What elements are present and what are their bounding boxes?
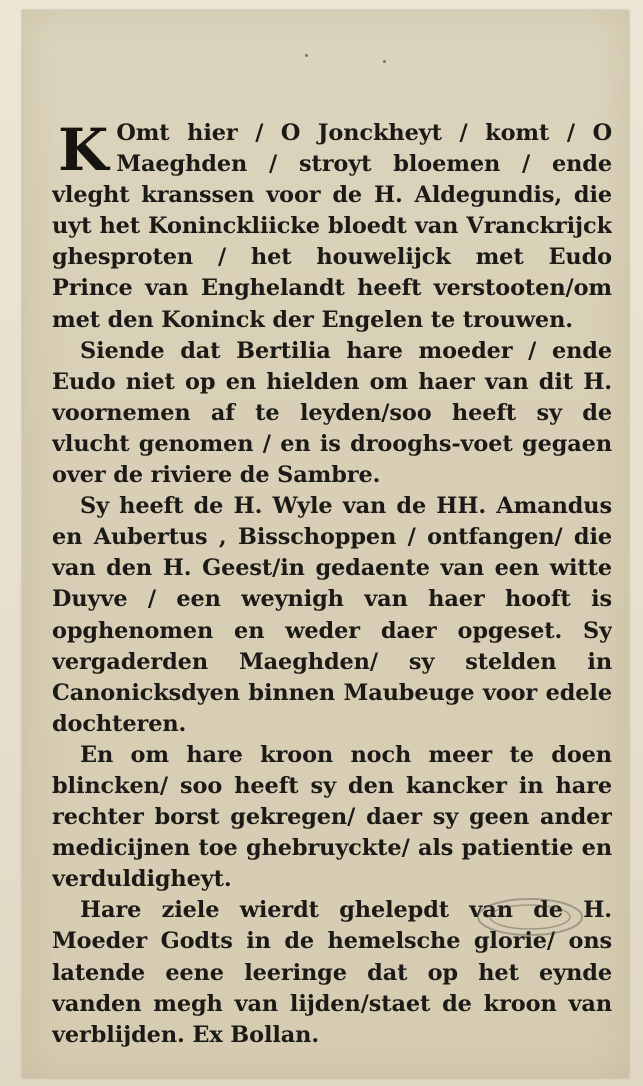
paragraph-5-text: Hare ziele wierdt ghelepdt van de H. Moeder Godts in de hemelsche glorie/ ons latende eene leeringe dat op het eynde vanden megh van lijden/staet de kroon van verblijden. Ex Bollan. bbox=[52, 897, 612, 1048]
paragraph-1 bbox=[52, 118, 612, 336]
paragraph-2-text: Siende dat Bertilia hare moeder / ende Eudo niet op en hielden om haer van dit H. voornemen af te leyden/soo heeft sy de vlucht genomen / en is drooghs-voet gegaen over de riviere de Sambre. bbox=[52, 337, 612, 489]
paper-speck bbox=[383, 60, 386, 63]
paragraph-4 bbox=[52, 740, 612, 895]
drop-cap: K bbox=[58, 118, 109, 184]
paragraph-2 bbox=[52, 336, 612, 491]
faded-ink-stamp bbox=[470, 892, 590, 942]
paragraph-1-text: Omt hier / O Jonckheyt / komt / O Maeghden / stroyt bloemen / ende vleght kranssen voor de H. Aldegundis, die uyt het Koninckliicke bloedt van Vranckrijck ghesproten / het houwelijck met Eudo Prince van Enghelandt heeft verstooten/om met den Koninck der Engelen te trouwen. bbox=[52, 120, 612, 333]
paper-speck bbox=[305, 54, 308, 57]
paragraph-3-text: Sy heeft de H. Wyle van de HH. Amandus en Aubertus , Bisschoppen / ontfangen/ die van den H. Geest/in gedaente van een witte Duyve / een weynigh van haer hooft is opghenomen en weder daer opgeset. Sy vergaderden Maeghden/ sy stelden in Canonicksdyen binnen Maubeuge voor edele dochteren. bbox=[52, 493, 612, 737]
paragraph-4-text: En om hare kroon noch meer te doen blincken/ soo heeft sy den kancker in hare rechter borst gekregen/ daer sy geen ander medicijnen toe ghebruyckte/ als patientie en verduldigheyt. bbox=[52, 741, 612, 893]
paragraph-3 bbox=[52, 491, 612, 740]
